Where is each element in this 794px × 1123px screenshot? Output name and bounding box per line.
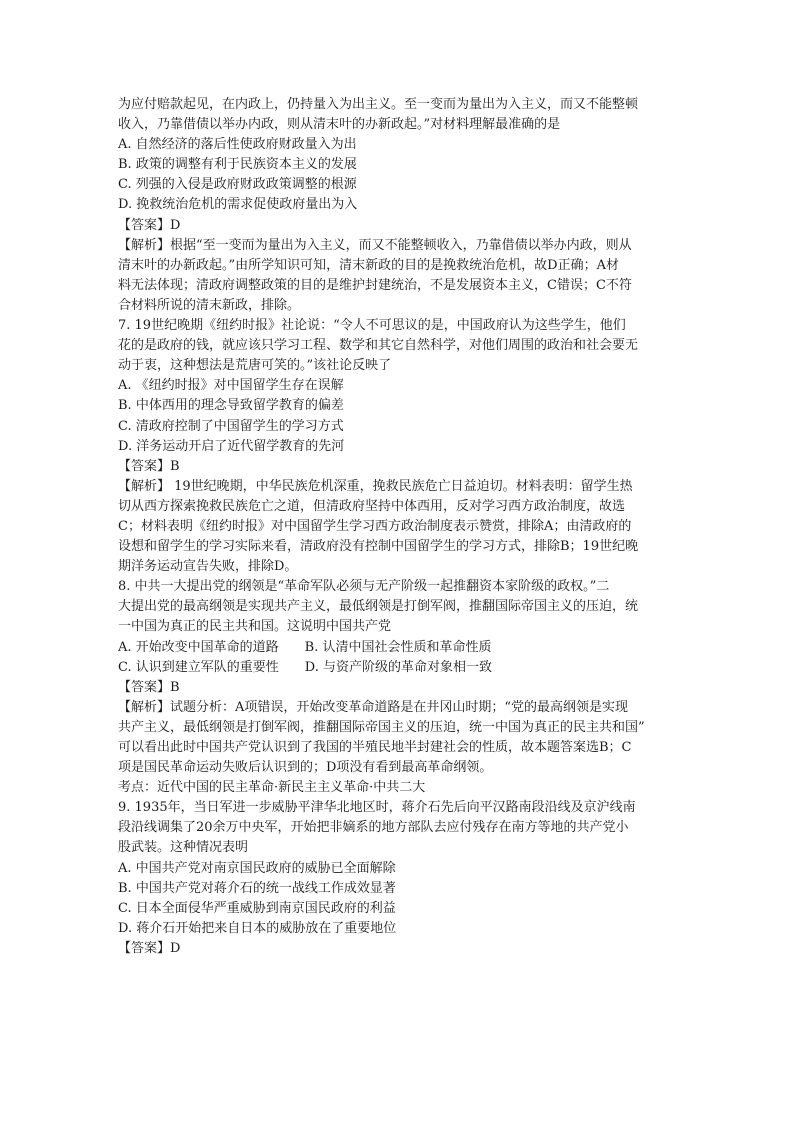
option-line: B. 中体西用的理念导致留学教育的偏差 bbox=[118, 398, 344, 414]
question-line: 一中国为真正的民主共和国。这说明中国共产党 bbox=[118, 619, 392, 635]
analysis-line: 【解析】试题分析：A项错误，开始改变革命道路是在井冈山时期；“党的最高纲领是实现 bbox=[118, 699, 629, 715]
option-line: C. 日本全面侵华严重威胁到南京国民政府的利益 bbox=[118, 900, 396, 916]
option-line: C. 认识到建立军队的重要性 D. 与资产阶级的革命对象相一致 bbox=[118, 659, 492, 675]
option-line: B. 政策的调整有利于民族资本主义的发展 bbox=[118, 157, 357, 173]
question-line: 股武装。这种情况表明 bbox=[118, 840, 249, 856]
analysis-line: 清末叶的办新政起。”由所学知识可知，清末新政的目的是挽救统治危机，故D正确；A材 bbox=[118, 257, 619, 273]
answer-line: 【答案】D bbox=[118, 217, 181, 233]
analysis-line: C；材料表明《纽约时报》对中国留学生学习西方政治制度表示赞赏，排除A；由清政府的 bbox=[118, 518, 632, 534]
option-line: C. 清政府控制了中国留学生的学习方式 bbox=[118, 418, 344, 434]
analysis-line: 设想和留学生的学习实际来看，清政府没有控制中国留学生的学习方式，排除B；19世纪晚 bbox=[118, 539, 639, 555]
analysis-line: 【解析】根据“至一变而为量出为入主义，而又不能整顿收入，乃靠借债以举办内政，则从 bbox=[118, 237, 632, 253]
topic-line: 考点：近代中国的民主革命·新民主主义革命·中共二大 bbox=[118, 780, 426, 796]
question-line: 8. 中共一大提出党的纲领是“革命军队必须与无产阶级一起推翻资本家阶级的政权。”二 bbox=[118, 579, 610, 595]
analysis-line: 期洋务运动宣告失败，排除D。 bbox=[118, 559, 298, 575]
answer-line: 【答案】D bbox=[118, 940, 181, 956]
text-line: 收入，乃靠借债以举办内政，则从清末叶的办新政起。”对材料理解最准确的是 bbox=[118, 117, 561, 133]
answer-line: 【答案】B bbox=[118, 458, 180, 474]
option-line: D. 洋务运动开启了近代留学教育的先河 bbox=[118, 438, 345, 454]
analysis-line: 切从西方探索挽救民族危亡之道，但清政府坚持中体西用，反对学习西方政治制度，故选 bbox=[118, 498, 626, 514]
option-line: C. 列强的入侵是政府财政政策调整的根源 bbox=[118, 177, 357, 193]
question-line: 9. 1935年，当日军进一步威胁平津华北地区时，蒋介石先后向平汉路南段沿线及京沪线南 bbox=[118, 800, 636, 816]
option-line: D. 蒋介石开始把来自日本的威胁放在了重要地位 bbox=[118, 920, 397, 936]
analysis-line: 可以看出此时中国共产党认识到了我国的半殖民地半封建社会的性质，故本题答案选B；C bbox=[118, 740, 632, 755]
question-line: 段沿线调集了20余万中央军，开始把非嫡系的地方部队去应付残存在南方等地的共产党小 bbox=[118, 820, 629, 836]
analysis-line: 合材料所说的清末新政，排除。 bbox=[118, 297, 301, 313]
analysis-line: 料无法体现；清政府调整政策的目的是维护封建统治，不是发展资本主义，C错误；C不符 bbox=[118, 277, 632, 293]
question-line: 花的是政府的钱，就应该只学习工程、数学和其它自然科学，对他们周围的政治和社会要无 bbox=[118, 338, 639, 354]
answer-line: 【答案】B bbox=[118, 679, 180, 695]
option-line: A. 自然经济的落后性使政府财政量入为出 bbox=[118, 137, 357, 153]
analysis-line: 【解析】 19世纪晚期，中华民族危机深重，挽救民族危亡日益迫切。材料表明：留学生热 bbox=[118, 478, 633, 494]
analysis-line: 项是国民革命运动失败后认识到的；D项没有看到最高革命纲领。 bbox=[118, 760, 493, 776]
option-line: A. 中国共产党对南京国民政府的威胁已全面解除 bbox=[118, 860, 396, 876]
option-line: D. 挽救统治危机的需求促使政府量出为入 bbox=[118, 197, 358, 213]
analysis-line: 共产主义，最低纲领是打倒军阀，推翻国际帝国主义的压迫，统一中国为真正的民主共和国” bbox=[118, 719, 645, 735]
document-page bbox=[118, 95, 680, 959]
option-line: A. 《纽约时报》对中国留学生存在误解 bbox=[118, 378, 344, 394]
text-line: 为应付赔款起见，在内政上，仍持量入为出主义。至一变而为量出为入主义，而又不能整顿 bbox=[118, 97, 639, 112]
option-line: A. 开始改变中国革命的道路 B. 认清中国社会性质和革命性质 bbox=[118, 639, 492, 655]
question-line: 动于衷，这种想法是荒唐可笑的。”该社论反映了 bbox=[118, 358, 392, 374]
question-line: 大提出党的最高纲领是实现共产主义，最低纲领是打倒军阀，推翻国际帝国主义的压迫，统 bbox=[118, 599, 639, 615]
option-line: B. 中国共产党对蒋介石的统一战线工作成效显著 bbox=[118, 880, 396, 896]
question-line: 7. 19世纪晚期《纽约时报》社论说：“令人不可思议的是，中国政府认为这些学生，他们 bbox=[118, 318, 626, 334]
